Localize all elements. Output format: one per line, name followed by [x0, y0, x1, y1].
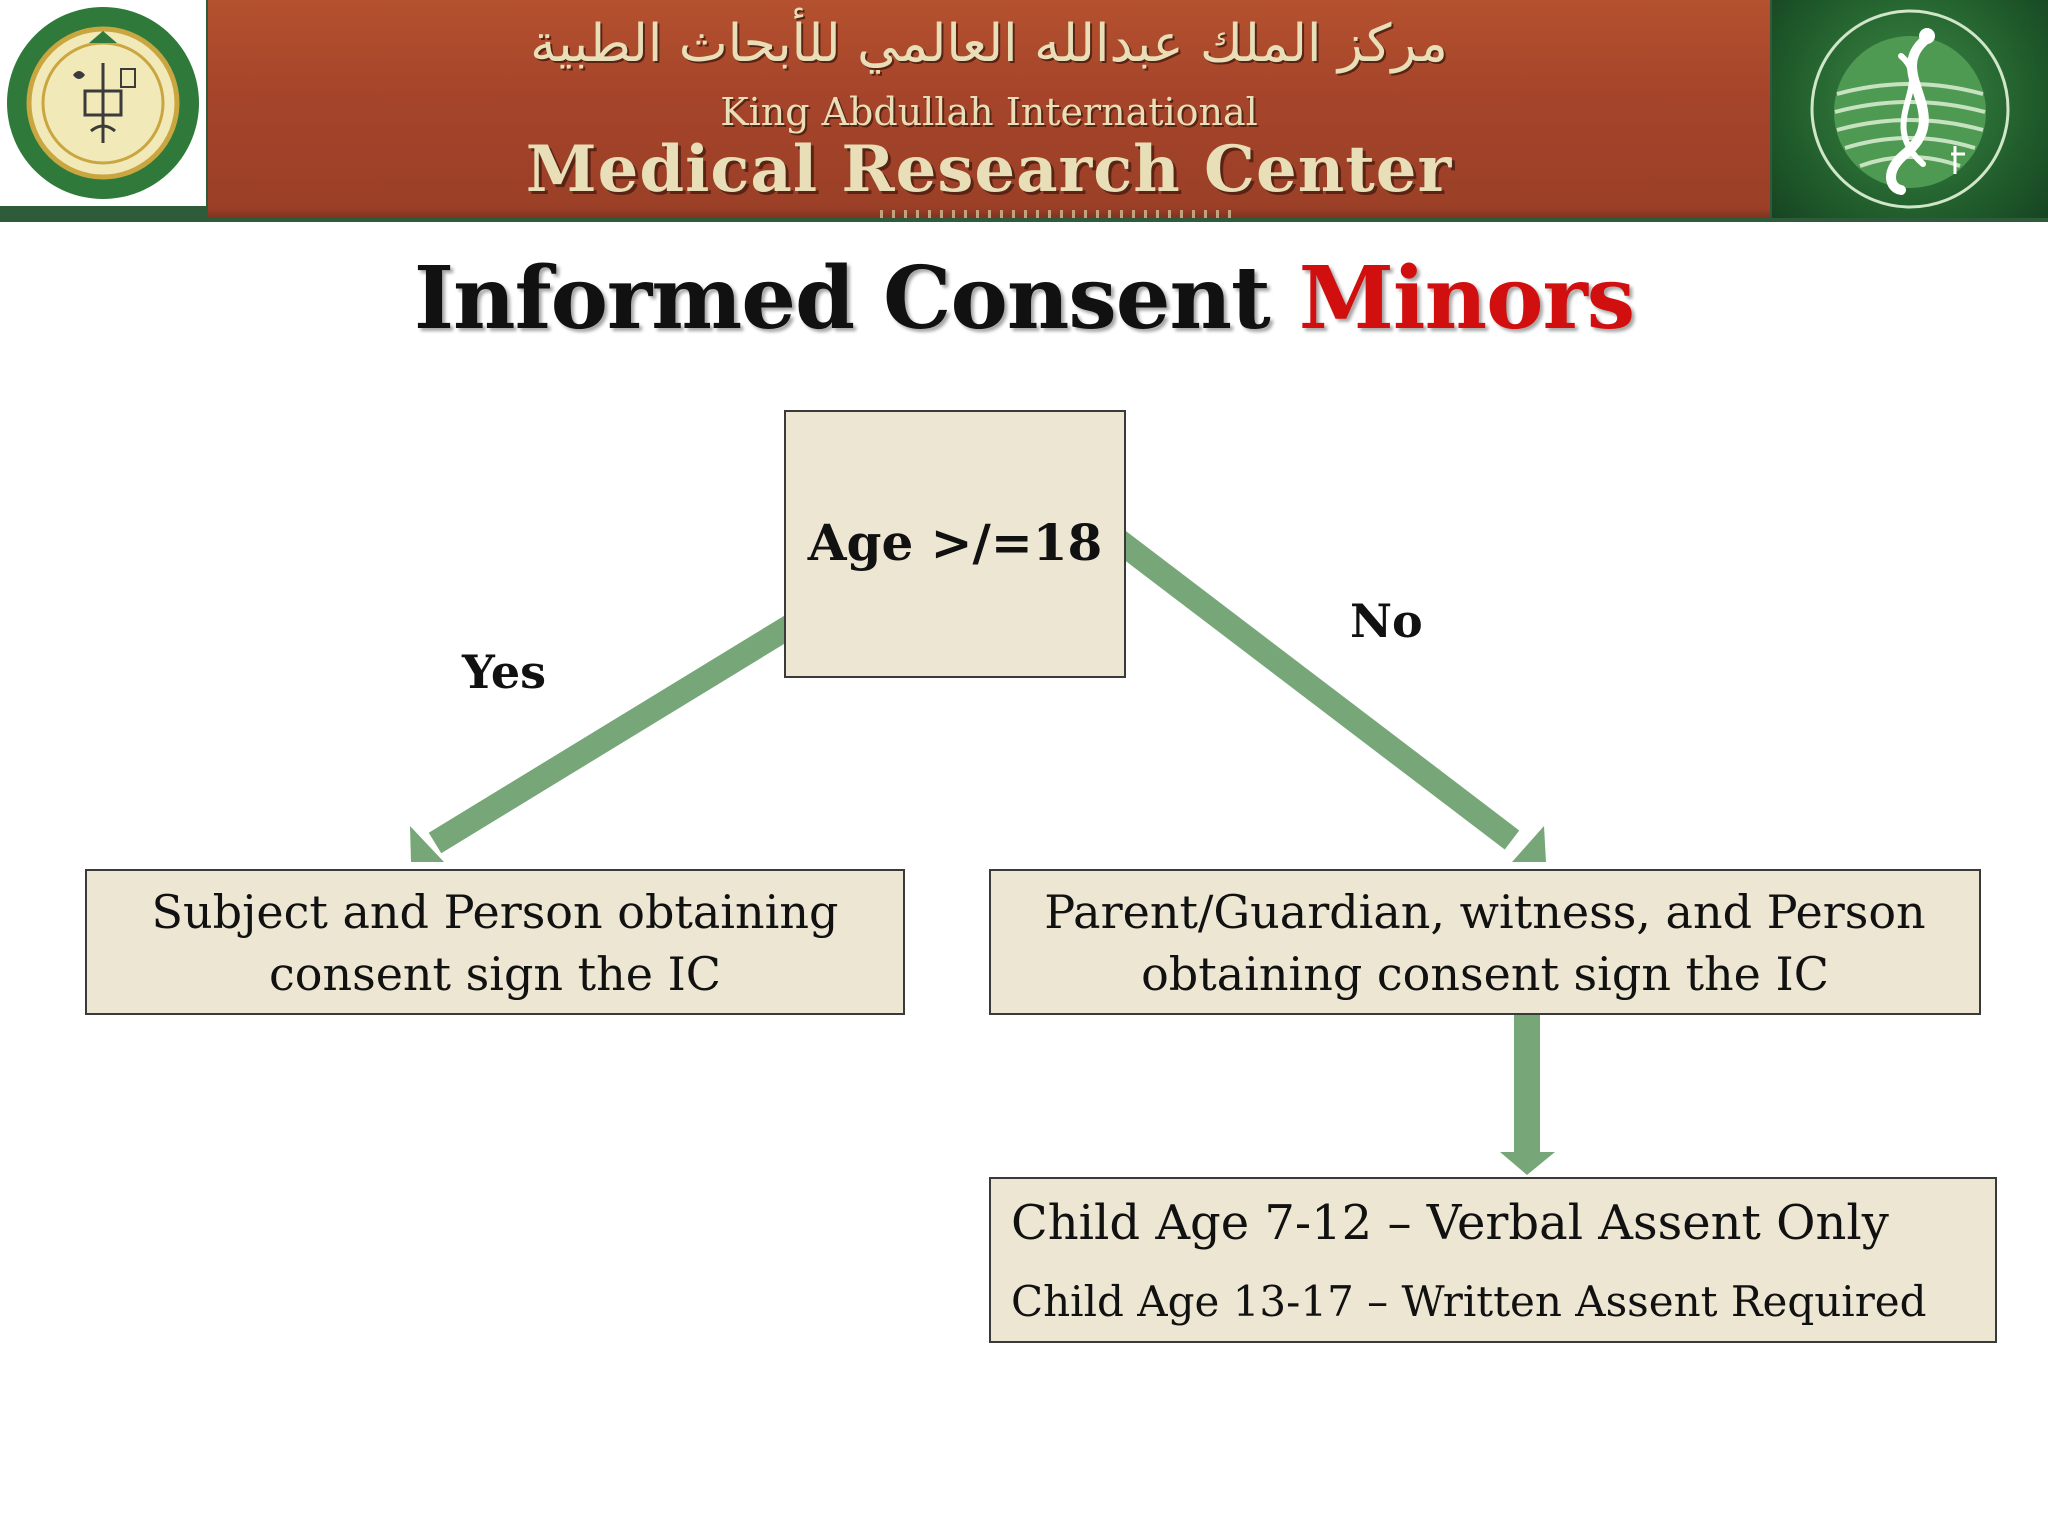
yes-outcome-line1: Subject and Person obtaining	[151, 885, 839, 939]
decision-box-age	[784, 410, 1126, 678]
no-outcome-line2: obtaining consent sign the IC	[1141, 947, 1829, 1001]
down-arrow-shaft	[1514, 1008, 1540, 1156]
title-main: Informed Consent	[413, 248, 1270, 349]
no-arrow-shaft	[1110, 534, 1512, 840]
down-arrow-head	[1500, 1152, 1555, 1175]
branch-no-label: No	[1350, 594, 1423, 648]
assent-verbal-line: Child Age 7-12 – Verbal Assent Only	[1011, 1195, 1889, 1251]
title-accent: Minors	[1298, 248, 1635, 349]
no-outcome-box	[989, 869, 1981, 1015]
banner-name-line1: King Abdullah International	[720, 90, 1258, 134]
branch-yes-label: Yes	[462, 645, 547, 699]
yes-outcome-box	[85, 869, 905, 1015]
banner-arabic-name: مركز الملك عبدالله العالمي للأبحاث الطبية	[530, 14, 1448, 74]
yes-outcome-line2: consent sign the IC	[269, 947, 721, 1001]
banner-name-line2: Medical Research Center	[525, 132, 1453, 207]
assent-written-line: Child Age 13-17 – Written Assent Required	[1011, 1277, 1927, 1326]
decision-label: Age >/=18	[807, 512, 1103, 572]
no-outcome-line1: Parent/Guardian, witness, and Person	[1044, 885, 1926, 939]
assent-box	[989, 1177, 1997, 1343]
